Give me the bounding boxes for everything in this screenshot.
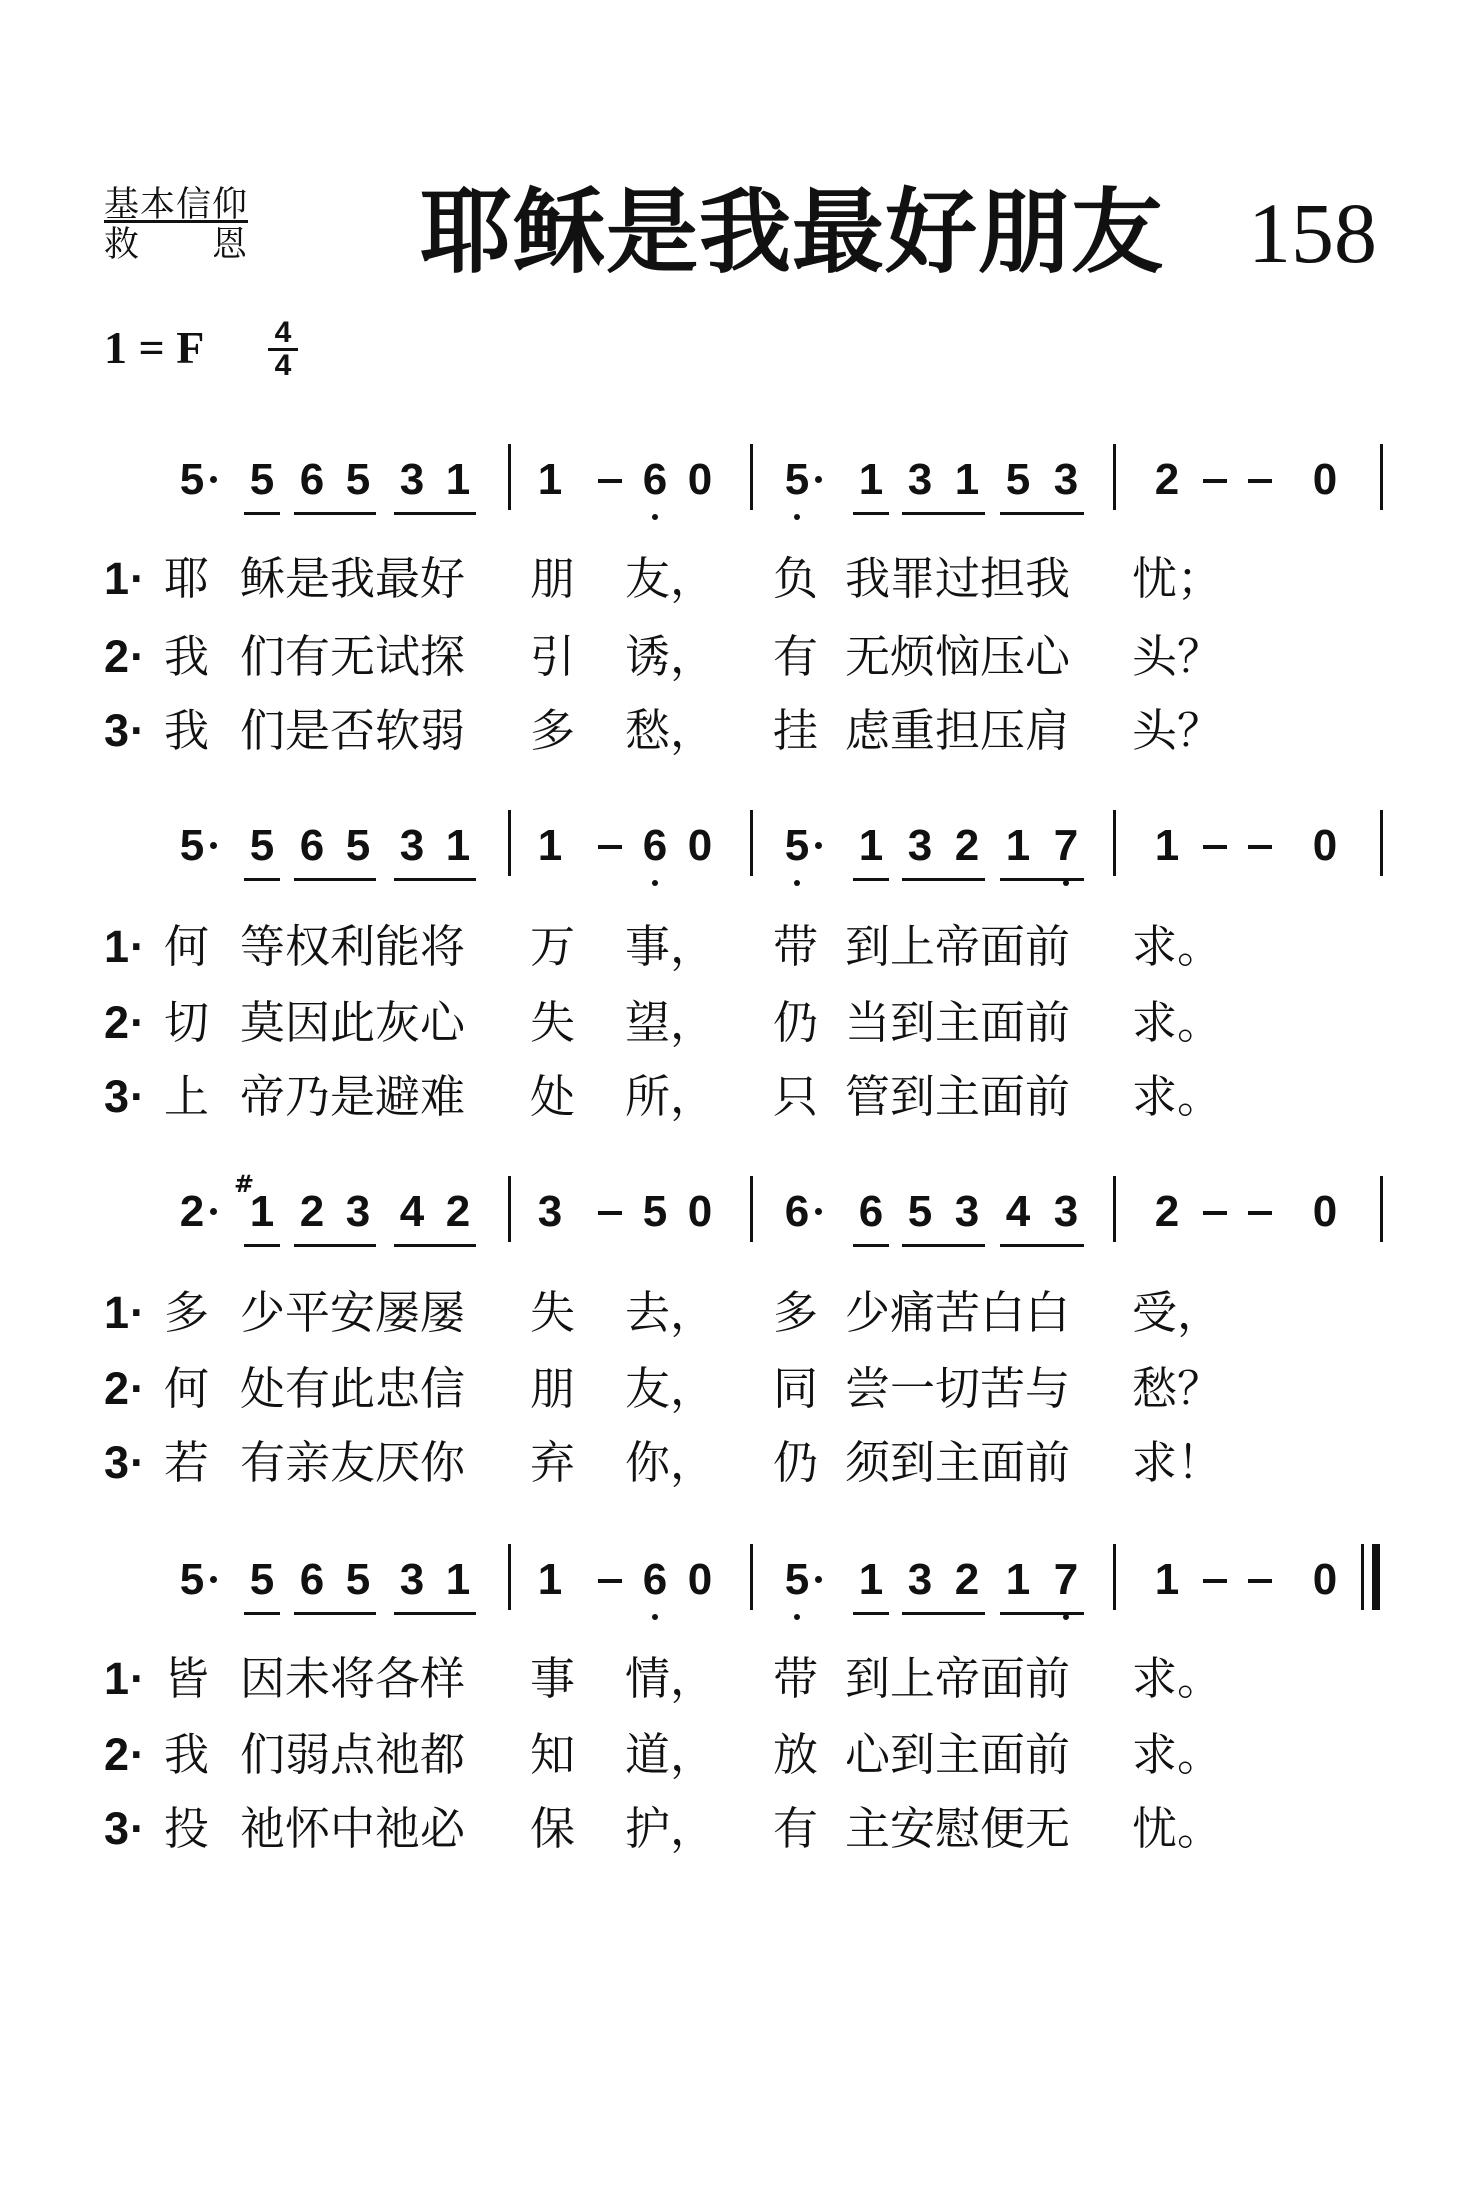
note: 0 bbox=[687, 821, 713, 870]
lyric-syllable: 莫因此灰心 bbox=[240, 996, 466, 1049]
lyric-syllable: 少平安屡屡 bbox=[240, 1286, 466, 1339]
lyric-syllable: 无烦恼压心 bbox=[845, 630, 1071, 683]
extension-dash bbox=[1203, 479, 1227, 483]
lyric-syllable: 护， bbox=[625, 1802, 716, 1855]
lyric-syllable: 去， bbox=[625, 1286, 716, 1339]
barline bbox=[508, 444, 511, 510]
note: 5 bbox=[179, 1555, 205, 1604]
extension-dash bbox=[1248, 479, 1272, 483]
notation-row bbox=[0, 452, 1476, 532]
note: 5 bbox=[249, 455, 275, 504]
note: 3 bbox=[537, 1187, 563, 1236]
lyric-syllable: 愁？ bbox=[1132, 1362, 1223, 1415]
lyric-line bbox=[0, 916, 1476, 986]
lyric-syllable: 仍 bbox=[773, 1436, 819, 1489]
verse-number: 1 bbox=[104, 553, 130, 604]
beam-underline bbox=[902, 1244, 985, 1247]
lyric-syllable: 到上帝面前 bbox=[845, 1652, 1071, 1705]
lyric-syllable: 引 bbox=[530, 630, 576, 683]
note: 2 bbox=[1154, 1187, 1180, 1236]
lyric-syllable: 帝乃是避难 bbox=[240, 1070, 466, 1123]
lyric-line bbox=[0, 700, 1476, 770]
note: 0 bbox=[1312, 1555, 1338, 1604]
lyric-syllable: 虑重担压肩 bbox=[845, 704, 1071, 757]
lyric-syllable: 祂怀中祂必 bbox=[240, 1802, 466, 1855]
lyric-syllable: 保 bbox=[530, 1802, 576, 1855]
lyric-syllable: 诱， bbox=[625, 630, 716, 683]
lyric-syllable: 求。 bbox=[1132, 920, 1223, 973]
lyric-syllable: 等权利能将 bbox=[240, 920, 466, 973]
verse-number: 2 bbox=[104, 631, 130, 682]
barline bbox=[1361, 1544, 1364, 1610]
note: 5 bbox=[345, 1555, 371, 1604]
lyric-line bbox=[0, 626, 1476, 696]
beam-underline bbox=[1000, 512, 1084, 515]
note: 3 bbox=[907, 455, 933, 504]
note: 3 bbox=[399, 821, 425, 870]
verse-dot: · bbox=[130, 1287, 145, 1338]
lyric-syllable: 友， bbox=[625, 1362, 716, 1415]
beam-underline bbox=[394, 878, 476, 881]
lyric-syllable: 你， bbox=[625, 1436, 716, 1489]
lyric-syllable: 知 bbox=[530, 1728, 576, 1781]
lyric-syllable: 忧； bbox=[1132, 552, 1223, 605]
note: 3 bbox=[345, 1187, 371, 1236]
lyric-syllable: 我罪过担我 bbox=[845, 552, 1071, 605]
note: 1 bbox=[537, 455, 563, 504]
note: 1 bbox=[858, 821, 884, 870]
augmentation-dot bbox=[210, 1208, 217, 1215]
verse-number: 3 bbox=[104, 1071, 130, 1122]
note: 5 bbox=[249, 1555, 275, 1604]
beam-underline bbox=[1000, 1612, 1084, 1615]
note: 1 bbox=[954, 455, 980, 504]
lyric-syllable: 处有此忠信 bbox=[240, 1362, 466, 1415]
time-signature bbox=[268, 318, 298, 381]
lyric-syllable: 主安慰便无 bbox=[845, 1802, 1071, 1855]
verse-dot: · bbox=[130, 1437, 145, 1488]
barline bbox=[1113, 1544, 1116, 1610]
lyric-syllable: 多 bbox=[773, 1286, 819, 1339]
barline bbox=[1113, 1176, 1116, 1242]
beam-underline bbox=[853, 1612, 889, 1615]
lyric-syllable: 有亲友厌你 bbox=[240, 1436, 466, 1489]
note: 6 bbox=[299, 455, 325, 504]
extension-dash bbox=[1203, 845, 1227, 849]
extension-dash bbox=[1248, 1211, 1272, 1215]
lyric-syllable: 们弱点祂都 bbox=[240, 1728, 466, 1781]
note: 5 bbox=[179, 821, 205, 870]
extension-dash bbox=[1203, 1211, 1227, 1215]
beam-underline bbox=[394, 512, 476, 515]
lyric-syllable: 求。 bbox=[1132, 1652, 1223, 1705]
lyric-syllable: 事 bbox=[530, 1652, 576, 1705]
lyric-syllable: 我 bbox=[164, 1728, 210, 1781]
barline bbox=[1380, 444, 1383, 510]
lyric-syllable: 心到主面前 bbox=[845, 1728, 1071, 1781]
lyric-syllable: 只 bbox=[773, 1070, 819, 1123]
beam-underline bbox=[294, 878, 376, 881]
extension-dash bbox=[1203, 1579, 1227, 1583]
note: 1 bbox=[249, 1187, 275, 1236]
verse-dot: · bbox=[130, 1363, 145, 1414]
lyric-line bbox=[0, 1648, 1476, 1718]
time-signature-top: 4 bbox=[268, 318, 298, 351]
barline bbox=[508, 810, 511, 876]
lyric-syllable: 少痛苦白白 bbox=[845, 1286, 1071, 1339]
notation-row bbox=[0, 818, 1476, 898]
note: 2 bbox=[954, 1555, 980, 1604]
note: 5 bbox=[777, 452, 817, 508]
lyric-syllable: 我 bbox=[164, 704, 210, 757]
augmentation-dot bbox=[210, 476, 217, 483]
note: 1 bbox=[445, 1555, 471, 1604]
augmentation-dot bbox=[815, 1208, 822, 1215]
category-label bbox=[104, 185, 264, 265]
beam-underline bbox=[1000, 1244, 1084, 1247]
lyric-syllable: 投 bbox=[164, 1802, 210, 1855]
note: 6 bbox=[635, 1552, 675, 1608]
lyric-syllable: 若 bbox=[164, 1436, 210, 1489]
barline bbox=[508, 1544, 511, 1610]
note: 4 bbox=[1005, 1187, 1031, 1236]
lyric-syllable: 所， bbox=[625, 1070, 716, 1123]
lyric-syllable: 仍 bbox=[773, 996, 819, 1049]
lyric-syllable: 头？ bbox=[1132, 630, 1223, 683]
lyric-syllable: 当到主面前 bbox=[845, 996, 1071, 1049]
lyric-syllable: 我 bbox=[164, 630, 210, 683]
note: 3 bbox=[399, 455, 425, 504]
note: 1 bbox=[1154, 821, 1180, 870]
lyric-syllable: 尝一切苦与 bbox=[845, 1362, 1071, 1415]
lyric-syllable: 弃 bbox=[530, 1436, 576, 1489]
note: 0 bbox=[687, 1187, 713, 1236]
note: 0 bbox=[687, 455, 713, 504]
lyric-syllable: 万 bbox=[530, 920, 576, 973]
lyric-syllable: 求。 bbox=[1132, 1728, 1223, 1781]
lyric-line bbox=[0, 1066, 1476, 1136]
note: 6 bbox=[299, 821, 325, 870]
extension-dash bbox=[598, 1211, 622, 1215]
verse-dot: · bbox=[130, 1071, 145, 1122]
verse-dot: · bbox=[130, 997, 145, 1048]
beam-underline bbox=[853, 512, 889, 515]
note: 5 bbox=[1005, 455, 1031, 504]
beam-underline bbox=[853, 878, 889, 881]
note: 1 bbox=[858, 455, 884, 504]
verse-number: 2 bbox=[104, 1729, 130, 1780]
lyric-syllable: 求！ bbox=[1132, 1436, 1223, 1489]
note: 6 bbox=[858, 1187, 884, 1236]
lyric-syllable: 带 bbox=[773, 920, 819, 973]
lyric-syllable: 朋 bbox=[530, 1362, 576, 1415]
note: 2 bbox=[179, 1187, 205, 1236]
note: 7 bbox=[1046, 818, 1086, 874]
note: 6 bbox=[299, 1555, 325, 1604]
beam-underline bbox=[244, 1612, 280, 1615]
note: 1 bbox=[537, 821, 563, 870]
lyric-syllable: 事， bbox=[625, 920, 716, 973]
lyric-syllable: 何 bbox=[164, 1362, 210, 1415]
extension-dash bbox=[598, 479, 622, 483]
lyric-syllable: 负 bbox=[773, 552, 819, 605]
lyric-line bbox=[0, 1358, 1476, 1428]
note: 1 bbox=[858, 1555, 884, 1604]
lyric-syllable: 有 bbox=[773, 1802, 819, 1855]
lyric-syllable: 带 bbox=[773, 1652, 819, 1705]
note: 3 bbox=[1053, 455, 1079, 504]
lyric-syllable: 头？ bbox=[1132, 704, 1223, 757]
lyric-line bbox=[0, 992, 1476, 1062]
verse-dot: · bbox=[130, 1729, 145, 1780]
beam-underline bbox=[394, 1244, 476, 1247]
note: 1 bbox=[1005, 821, 1031, 870]
lyric-syllable: 须到主面前 bbox=[845, 1436, 1071, 1489]
lyric-syllable: 上 bbox=[164, 1070, 210, 1123]
lyric-syllable: 朋 bbox=[530, 552, 576, 605]
lyric-syllable: 愁， bbox=[625, 704, 716, 757]
note: 5 bbox=[179, 455, 205, 504]
beam-underline bbox=[394, 1612, 476, 1615]
beam-underline bbox=[244, 1244, 280, 1247]
lyric-syllable: 失 bbox=[530, 1286, 576, 1339]
note: 5 bbox=[777, 818, 817, 874]
barline bbox=[1380, 1176, 1383, 1242]
note: 1 bbox=[445, 821, 471, 870]
verse-dot: · bbox=[130, 921, 145, 972]
barline bbox=[750, 1176, 753, 1242]
note: 0 bbox=[1312, 821, 1338, 870]
lyric-syllable: 情， bbox=[625, 1652, 716, 1705]
lyric-syllable: 因未将各样 bbox=[240, 1652, 466, 1705]
barline bbox=[750, 1544, 753, 1610]
barline bbox=[1380, 810, 1383, 876]
beam-underline bbox=[902, 1612, 985, 1615]
note: 2 bbox=[1154, 455, 1180, 504]
note: 2 bbox=[299, 1187, 325, 1236]
lyric-syllable: 友， bbox=[625, 552, 716, 605]
barline bbox=[508, 1176, 511, 1242]
augmentation-dot bbox=[815, 1576, 822, 1583]
verse-number: 3 bbox=[104, 1437, 130, 1488]
note: 4 bbox=[399, 1187, 425, 1236]
augmentation-dot bbox=[815, 476, 822, 483]
beam-underline bbox=[244, 512, 280, 515]
beam-underline bbox=[1000, 878, 1084, 881]
verse-number: 2 bbox=[104, 997, 130, 1048]
verse-dot: · bbox=[130, 705, 145, 756]
note: 5 bbox=[345, 455, 371, 504]
lyric-syllable: 望， bbox=[625, 996, 716, 1049]
lyric-syllable: 同 bbox=[773, 1362, 819, 1415]
lyric-syllable: 管到主面前 bbox=[845, 1070, 1071, 1123]
verse-number: 1 bbox=[104, 921, 130, 972]
augmentation-dot bbox=[210, 842, 217, 849]
notation-row bbox=[0, 1552, 1476, 1632]
lyric-syllable: 放 bbox=[773, 1728, 819, 1781]
note: 5 bbox=[907, 1187, 933, 1236]
note: 1 bbox=[1005, 1555, 1031, 1604]
beam-underline bbox=[294, 1612, 376, 1615]
note: 3 bbox=[954, 1187, 980, 1236]
lyric-syllable: 受， bbox=[1132, 1286, 1223, 1339]
barline bbox=[750, 444, 753, 510]
note: 2 bbox=[954, 821, 980, 870]
lyric-syllable: 处 bbox=[530, 1070, 576, 1123]
note: 7 bbox=[1046, 1552, 1086, 1608]
note: 1 bbox=[445, 455, 471, 504]
verse-dot: · bbox=[130, 1803, 145, 1854]
hymn-number: 158 bbox=[1248, 185, 1377, 281]
extension-dash bbox=[1248, 1579, 1272, 1583]
lyric-line bbox=[0, 548, 1476, 618]
lyric-syllable: 切 bbox=[164, 996, 210, 1049]
note: 5 bbox=[642, 1187, 668, 1236]
lyric-syllable: 稣是我最好 bbox=[240, 552, 466, 605]
lyric-syllable: 求。 bbox=[1132, 996, 1223, 1049]
beam-underline bbox=[294, 1244, 376, 1247]
category-line-2: 救 恩 bbox=[104, 225, 249, 265]
lyric-syllable: 失 bbox=[530, 996, 576, 1049]
lyric-syllable: 有 bbox=[773, 630, 819, 683]
lyric-syllable: 耶 bbox=[164, 552, 210, 605]
lyric-syllable: 多 bbox=[164, 1286, 210, 1339]
verse-number: 3 bbox=[104, 1803, 130, 1854]
barline bbox=[1113, 444, 1116, 510]
note: 5 bbox=[777, 1552, 817, 1608]
beam-underline bbox=[902, 878, 985, 881]
verse-number: 1 bbox=[104, 1653, 130, 1704]
lyric-syllable: 到上帝面前 bbox=[845, 920, 1071, 973]
notation-row bbox=[0, 1170, 1476, 1264]
barline bbox=[750, 810, 753, 876]
verse-number: 1 bbox=[104, 1287, 130, 1338]
lyric-syllable: 忧。 bbox=[1132, 1802, 1223, 1855]
augmentation-dot bbox=[815, 842, 822, 849]
note: 0 bbox=[687, 1555, 713, 1604]
lyric-syllable: 道， bbox=[625, 1728, 716, 1781]
lyric-line bbox=[0, 1282, 1476, 1352]
note: 3 bbox=[907, 821, 933, 870]
hymn-title: 耶稣是我最好朋友 bbox=[420, 179, 1165, 286]
note: 1 bbox=[537, 1555, 563, 1604]
time-signature-bottom: 4 bbox=[274, 349, 292, 382]
beam-underline bbox=[244, 878, 280, 881]
verse-number: 2 bbox=[104, 1363, 130, 1414]
lyric-syllable: 们是否软弱 bbox=[240, 704, 466, 757]
note: 5 bbox=[249, 821, 275, 870]
augmentation-dot bbox=[210, 1576, 217, 1583]
lyric-syllable: 皆 bbox=[164, 1652, 210, 1705]
note: 3 bbox=[399, 1555, 425, 1604]
note: 6 bbox=[784, 1187, 810, 1236]
verse-dot: · bbox=[130, 553, 145, 604]
verse-number: 3 bbox=[104, 705, 130, 756]
barline bbox=[1113, 810, 1116, 876]
note: 6 bbox=[635, 452, 675, 508]
lyric-syllable: 们有无试探 bbox=[240, 630, 466, 683]
verse-dot: · bbox=[130, 1653, 145, 1704]
lyric-line bbox=[0, 1798, 1476, 1868]
extension-dash bbox=[598, 845, 622, 849]
note: 3 bbox=[1053, 1187, 1079, 1236]
extension-dash bbox=[1248, 845, 1272, 849]
lyric-syllable: 何 bbox=[164, 920, 210, 973]
sharp-sign: # bbox=[234, 1170, 255, 1198]
beam-underline bbox=[902, 512, 985, 515]
beam-underline bbox=[294, 512, 376, 515]
note: 2 bbox=[445, 1187, 471, 1236]
note: 0 bbox=[1312, 455, 1338, 504]
key-signature: 1 = F bbox=[104, 322, 205, 373]
note: 0 bbox=[1312, 1187, 1338, 1236]
extension-dash bbox=[598, 1579, 622, 1583]
lyric-syllable: 求。 bbox=[1132, 1070, 1223, 1123]
note: 6 bbox=[635, 818, 675, 874]
verse-dot: · bbox=[130, 631, 145, 682]
lyric-syllable: 挂 bbox=[773, 704, 819, 757]
lyric-syllable: 多 bbox=[530, 704, 576, 757]
lyric-line bbox=[0, 1724, 1476, 1794]
note: 5 bbox=[345, 821, 371, 870]
note: 1 bbox=[1154, 1555, 1180, 1604]
lyric-line bbox=[0, 1432, 1476, 1502]
note: 3 bbox=[907, 1555, 933, 1604]
final-barline bbox=[1372, 1544, 1380, 1610]
beam-underline bbox=[853, 1244, 889, 1247]
category-line-1: 基本信仰 bbox=[104, 185, 249, 225]
